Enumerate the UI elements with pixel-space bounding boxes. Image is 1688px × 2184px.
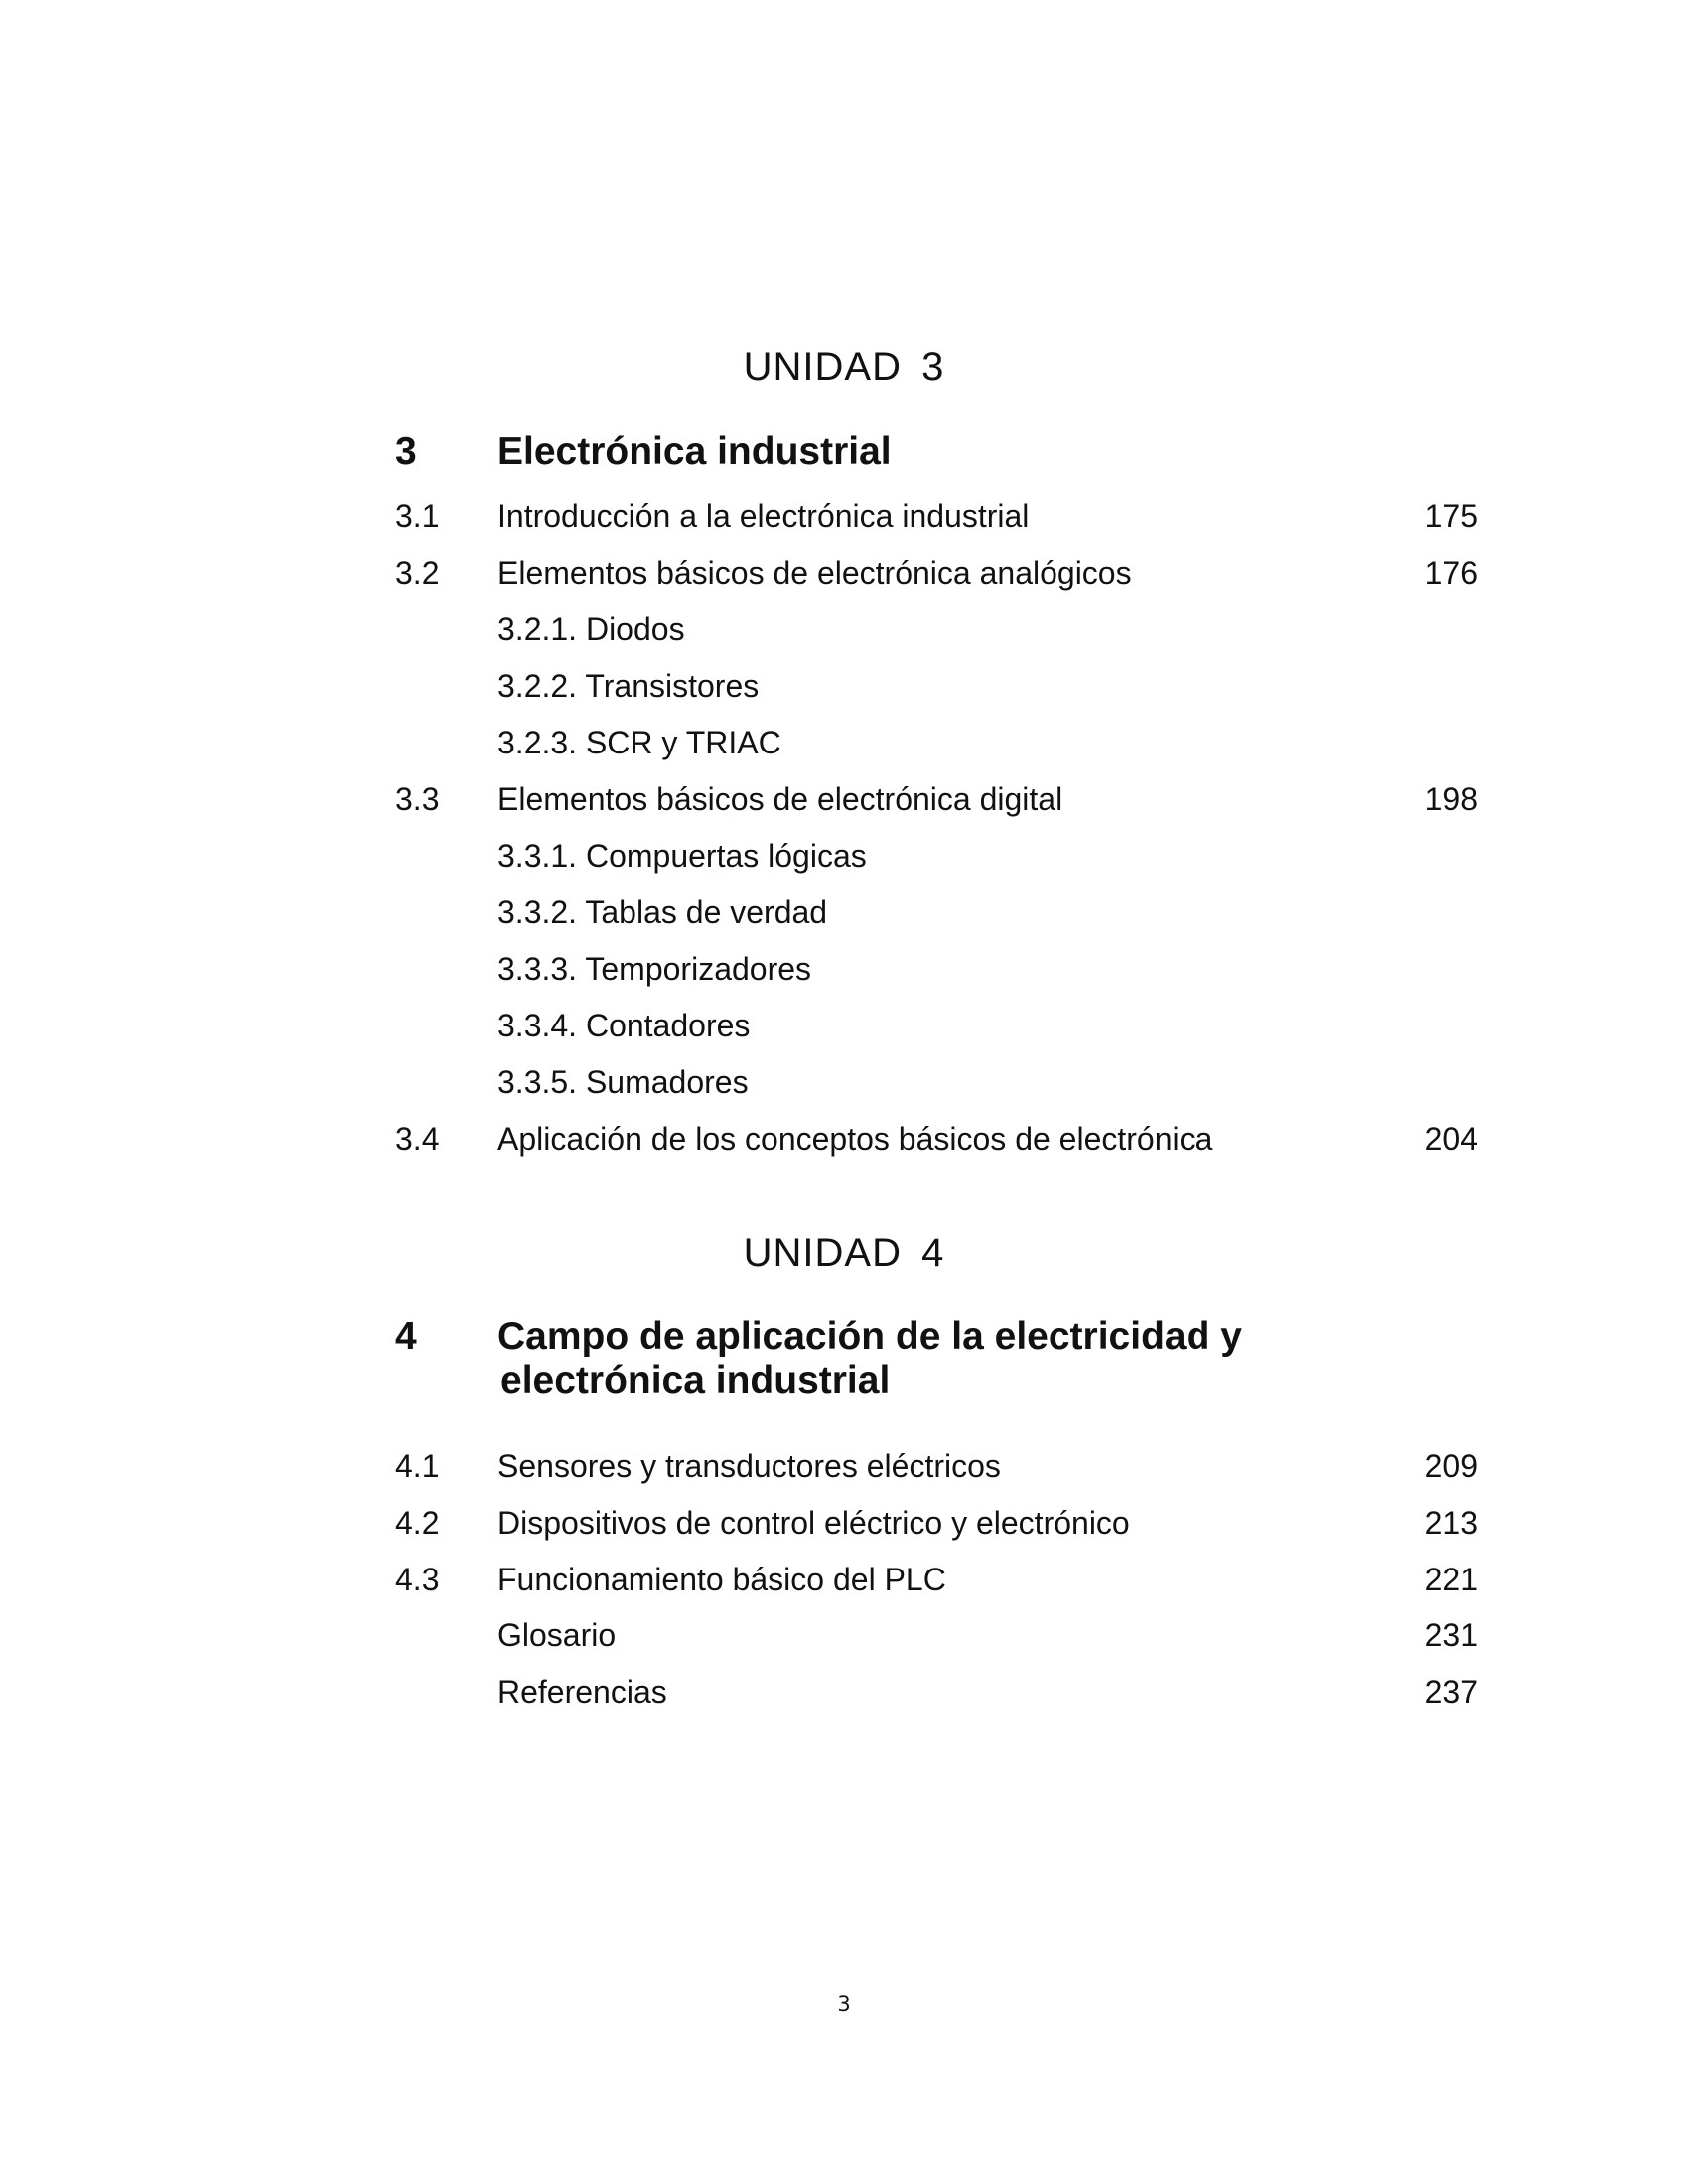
unit-4-heading: UNIDAD 4 [743, 1231, 945, 1275]
chapter-number: 4 [395, 1315, 417, 1358]
entry-label: 3.2.3. SCR y TRIAC [497, 725, 781, 760]
chapter-title [497, 1315, 1332, 1403]
entry-number: 4.2 [395, 1505, 440, 1541]
entry-label: Sensores y transductores eléctricos [497, 1448, 1001, 1484]
toc-subentry [395, 949, 1477, 989]
entry-page: 221 [1424, 1562, 1477, 1597]
entry-number: 3.2 [395, 555, 440, 591]
toc-entry [395, 496, 1477, 536]
toc-subentry [395, 892, 1477, 932]
toc-entry [395, 1446, 1477, 1486]
entry-page: 209 [1424, 1448, 1477, 1484]
entry-number: 4.1 [395, 1448, 440, 1484]
entry-page: 175 [1424, 498, 1477, 534]
entry-label: Elementos básicos de electrónica analógicos [497, 555, 1132, 591]
toc-subentry [395, 1062, 1477, 1102]
entry-page: 213 [1424, 1505, 1477, 1541]
entry-label: 3.3.5. Sumadores [497, 1064, 749, 1100]
toc-subentry [395, 1006, 1477, 1045]
entry-label: 3.2.2. Transistores [497, 668, 760, 704]
toc-subentry [395, 610, 1477, 649]
entry-number: 3.4 [395, 1121, 440, 1157]
toc-entry [395, 1503, 1477, 1543]
entry-page: 231 [1424, 1617, 1477, 1653]
entry-number: 3.3 [395, 781, 440, 817]
toc-entry [395, 1672, 1477, 1711]
toc-entry [395, 1560, 1477, 1599]
toc-subentry [395, 666, 1477, 706]
entry-page: 237 [1424, 1674, 1477, 1709]
toc-subentry [395, 723, 1477, 762]
toc-entry [395, 1119, 1477, 1159]
entry-page: 204 [1424, 1121, 1477, 1157]
entry-label: Introducción a la electrónica industrial [497, 498, 1030, 534]
chapter-title-line-2: electrónica industrial [500, 1359, 891, 1402]
entry-page: 198 [1424, 781, 1477, 817]
entry-label: Aplicación de los conceptos básicos de electrónica [497, 1121, 1213, 1157]
toc-entry [395, 779, 1477, 819]
page-number: 3 [837, 1992, 851, 2016]
entry-label: Dispositivos de control eléctrico y electrónico [497, 1505, 1130, 1541]
chapter-title: Electrónica industrial [497, 430, 892, 473]
chapter-number: 3 [395, 430, 417, 473]
toc-entry [395, 1615, 1477, 1655]
unit-3-heading: UNIDAD 3 [743, 345, 945, 389]
chapter-title-line-1: Campo de aplicación de la electricidad y [497, 1315, 1242, 1358]
toc-entry [395, 553, 1477, 593]
entry-label: Funcionamiento básico del PLC [497, 1562, 946, 1597]
entry-page: 176 [1424, 555, 1477, 591]
entry-label: Glosario [497, 1617, 617, 1653]
entry-number: 3.1 [395, 498, 440, 534]
entry-label: 3.3.1. Compuertas lógicas [497, 838, 867, 874]
entry-label: 3.2.1. Diodos [497, 612, 685, 647]
entry-label: Elementos básicos de electrónica digital [497, 781, 1063, 817]
entry-label: 3.3.4. Contadores [497, 1008, 751, 1043]
entry-label: Referencias [497, 1674, 667, 1709]
entry-label: 3.3.2. Tablas de verdad [497, 894, 828, 930]
toc-subentry [395, 836, 1477, 876]
entry-number: 4.3 [395, 1562, 440, 1597]
entry-label: 3.3.3. Temporizadores [497, 951, 812, 987]
